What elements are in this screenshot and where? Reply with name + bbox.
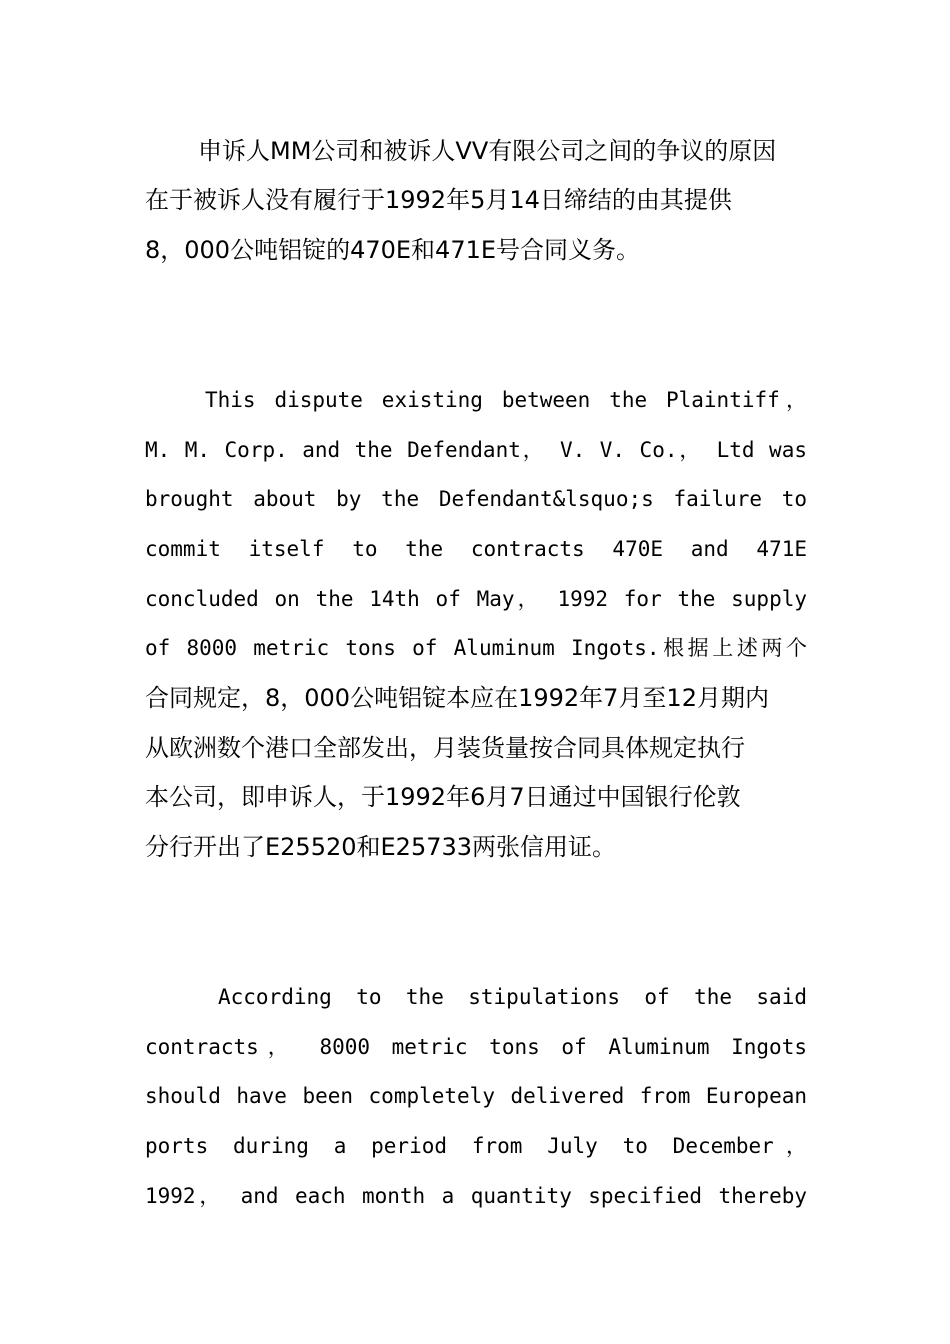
text-line: 本公司，即申诉人，于1992年6月7日通过中国银行伦敦 [145, 783, 741, 811]
text-line: concluded on the 14th of May， 1992 for the supply [145, 587, 807, 611]
text-line: commit itself to the contracts 470E and 471E [145, 537, 807, 561]
text-line: should have been completely delivered from European [145, 1084, 807, 1108]
text-line: 1992， and each month a quantity specified thereby [145, 1184, 807, 1208]
text-line: M. M. Corp. and the Defendant， V. V. Co.， Ltd was [145, 438, 807, 462]
text-line: 申诉人MM公司和被诉人VV有限公司之间的争议的原因 [198, 137, 777, 165]
text-line: of 8000 metric tons of Aluminum Ingots.根据上述两个 [145, 636, 807, 660]
text-line: 从欧洲数个港口全部发出，月装货量按合同具体规定执行 [145, 734, 745, 762]
text-line: 在于被诉人没有履行于1992年5月14日缔结的由其提供 [145, 186, 732, 214]
text-line: 分行开出了E25520和E25733两张信用证。 [145, 833, 617, 861]
text-line: ports during a period from July to December， [145, 1134, 807, 1158]
text-line: contracts， 8000 metric tons of Aluminum Ingots [145, 1035, 807, 1059]
text-line: 8，000公吨铝锭的470E和471E号合同义务。 [145, 236, 641, 264]
text-line: This dispute existing between the Plaintiff， [205, 388, 807, 412]
text-line: brought about by the Defendant&lsquo;s failure to [145, 487, 807, 511]
text-line: According to the stipulations of the said [218, 985, 807, 1009]
text-line: 合同规定，8，000公吨铝锭本应在1992年7月至12月期内 [145, 684, 769, 712]
